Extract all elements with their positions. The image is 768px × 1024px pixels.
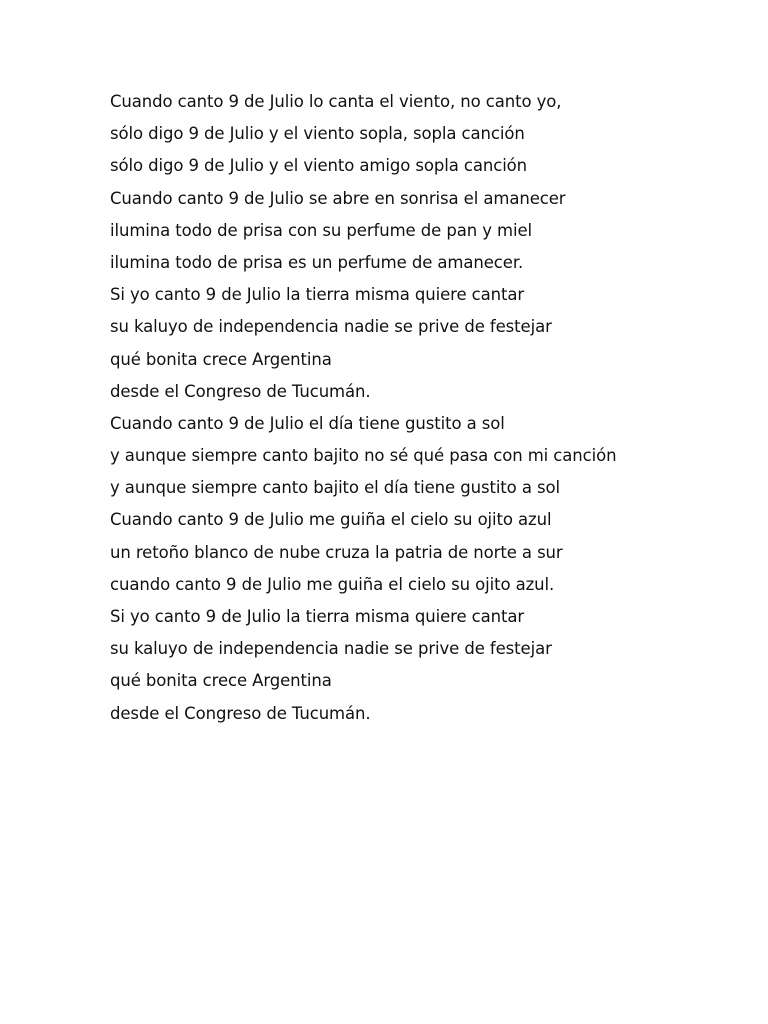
lyric-line: sólo digo 9 de Julio y el viento amigo sopla canción	[110, 156, 528, 176]
lyric-line: Si yo canto 9 de Julio la tierra misma quiere cantar	[110, 607, 525, 626]
lyric-line: qué bonita crece Argentina	[110, 671, 332, 691]
lyric-line: su kaluyo de independencia nadie se prive de festejar	[110, 639, 552, 659]
lyric-line: Cuando canto 9 de Julio lo canta el viento, no canto yo,	[110, 92, 562, 111]
lyric-line: desde el Congreso de Tucumán.	[110, 381, 371, 401]
lyric-line: desde el Congreso de Tucumán.	[110, 703, 371, 723]
lyric-line: ilumina todo de prisa es un perfume de amanecer.	[110, 252, 524, 272]
lyric-line: y aunque siempre canto bajito no sé qué pasa con mi canción	[110, 446, 617, 466]
lyric-line: y aunque siempre canto bajito el día tiene gustito a sol	[110, 478, 560, 498]
lyric-line: Si yo canto 9 de Julio la tierra misma quiere cantar	[110, 285, 525, 305]
lyric-line: qué bonita crece Argentina	[110, 349, 332, 369]
lyric-line: Cuando canto 9 de Julio se abre en sonrisa el amanecer	[110, 188, 566, 208]
lyric-line: cuando canto 9 de Julio me guiña el cielo su ojito azul.	[110, 574, 555, 594]
lyric-line: un retoño blanco de nube cruza la patria de norte a sur	[110, 542, 563, 562]
song-lyrics	[110, 86, 730, 730]
lyric-line: ilumina todo de prisa con su perfume de pan y miel	[110, 220, 533, 240]
lyric-line: Cuando canto 9 de Julio el día tiene gustito a sol	[110, 413, 505, 433]
lyric-line: Cuando canto 9 de Julio me guiña el cielo su ojito azul	[110, 510, 552, 530]
lyric-line: sólo digo 9 de Julio y el viento sopla, sopla canción	[110, 124, 525, 144]
lyric-line: su kaluyo de independencia nadie se prive de festejar	[110, 317, 552, 337]
